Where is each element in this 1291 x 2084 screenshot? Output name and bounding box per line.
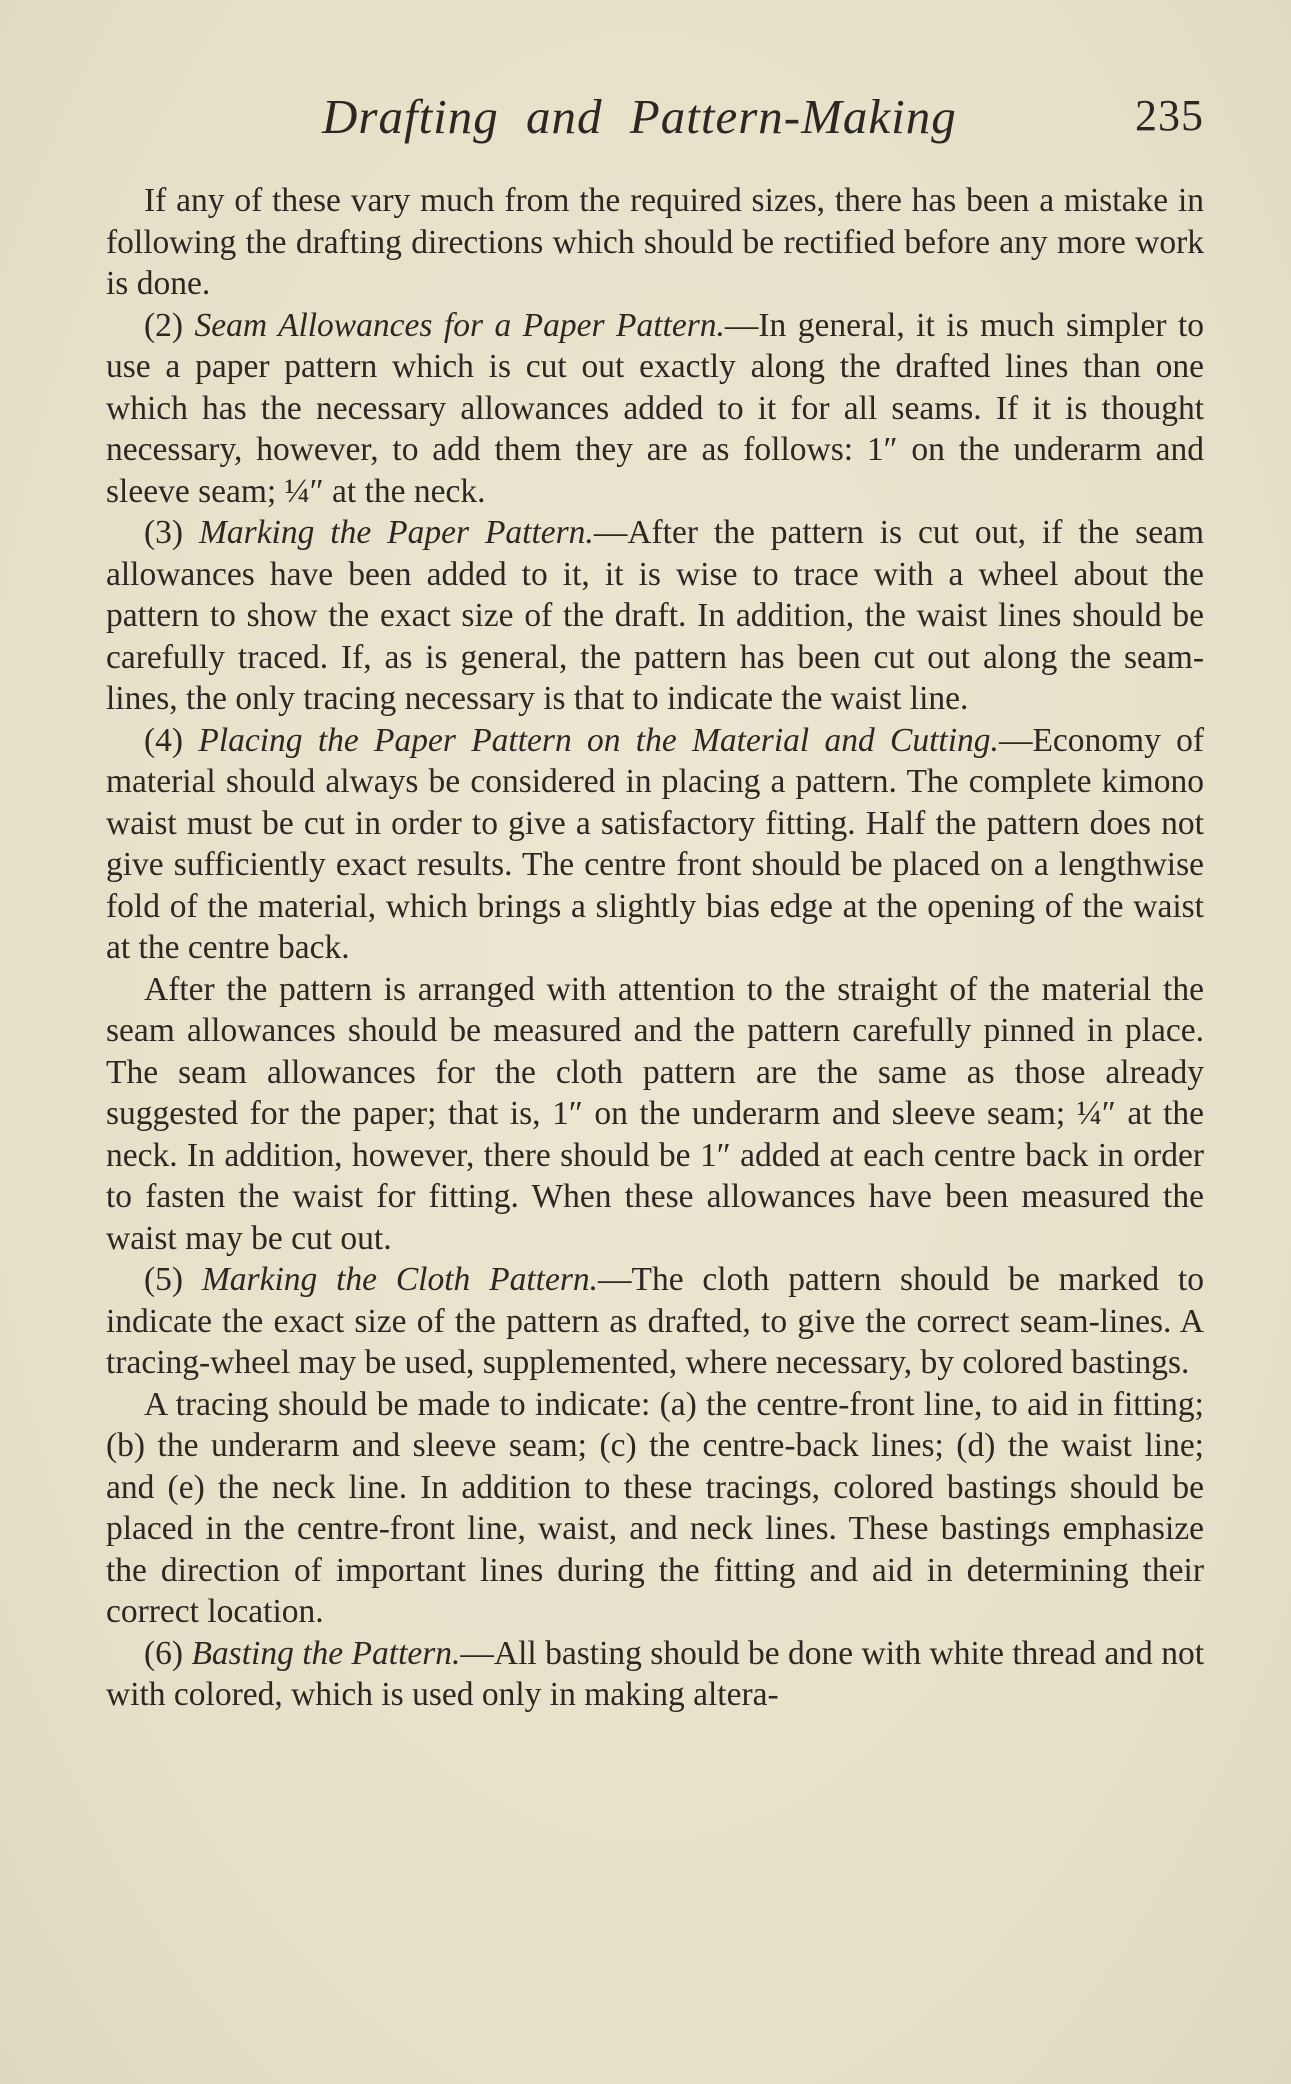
section-number: (3)	[144, 514, 184, 551]
paragraph-text: After the pattern is arranged with attention to the straight of the material the seam allowances should be measured and the pattern carefully pinned in place. The seam allowances for the cloth pattern are the same as those already suggested for the paper; that is, 1″ on the underarm and sleeve seam; ¼″ at the neck. In addition, however, there should be 1″ added at each centre back in order to fasten the waist for fitting. When these allowances have been measured the waist may be cut out.	[106, 970, 1204, 1257]
section-number: (5)	[144, 1261, 184, 1298]
paragraph-text: —After the pattern is cut out, if the seam allowances have been added to it, it is wise to trace with a wheel about the pattern to show the exact size of the draft. In addition, the waist lines should be carefully traced. If, as is general, the pattern has been cut out along the seam-lines, the only tracing necessary is that to indicate the waist line.	[106, 514, 1205, 717]
section-heading: Basting the Pattern.	[191, 1634, 461, 1672]
section-number: (6)	[144, 1634, 184, 1672]
paragraph-text: —In general, it is much simpler to use a paper pattern which is cut out exactly along the drafted lines than one which has the necessary allowances added to it for all seams. If it is thought necessary, however, to add them they are as follows: 1″ on the underarm and sleeve seam; ¼″ at the neck.	[106, 306, 1205, 510]
paragraph-text: A tracing should be made to indicate: (a) the centre-front line, to aid in fitting; (b) the underarm and sleeve seam; (c) the centre-back lines; (d) the waist line; and (e) the neck line. In addition to these tracings, colored bastings should be placed in the centre-front line, waist, and neck lines. These bastings emphasize the direction of important lines during the fitting and aid in determining their correct location.	[106, 1385, 1204, 1630]
body-text	[106, 180, 1204, 1716]
section-heading: Seam Allowances for a Paper Pattern.	[194, 306, 725, 344]
section-heading: Marking the Cloth Pattern.	[201, 1261, 598, 1298]
paragraph-tracing-lines	[106, 1384, 1204, 1633]
paragraph-text: If any of these vary much from the required sizes, there has been a mistake in following the drafting directions which should be rectified before any more work is done.	[106, 182, 1204, 302]
paragraph-text: —Economy of material should always be considered in placing a pattern. The complete kimono waist must be cut in order to give a satisfactory fitting. Half the pattern does not give sufficiently exact results. The centre front should be placed on a lengthwise fold of the material, which brings a slightly bias edge at the opening of the waist at the centre back.	[106, 721, 1205, 966]
section-number: (4)	[144, 721, 184, 759]
paragraph-text: —The cloth pattern should be marked to indicate the exact size of the pattern as drafted, to give the correct seam-lines. A tracing-wheel may be used, supplemented, where necessary, by colored bastings.	[106, 1261, 1204, 1381]
paragraph-marking-cloth-pattern	[106, 1259, 1204, 1384]
running-title: Drafting and Pattern-Making	[322, 89, 957, 144]
paragraph-text: —All basting should be done with white thread and not with colored, which is used only in making altera-	[106, 1634, 1205, 1713]
paragraph-seam-allowances-cloth	[106, 969, 1204, 1260]
paragraph-seam-allowances	[106, 305, 1204, 513]
section-heading: Marking the Paper Pattern.	[199, 514, 594, 551]
page-number: 235	[1135, 91, 1204, 140]
paragraph-basting-pattern	[106, 1633, 1204, 1716]
section-number: (2)	[144, 306, 184, 344]
page-header	[106, 88, 1204, 148]
paragraph-intro	[106, 180, 1204, 305]
paragraph-placing-pattern	[106, 720, 1204, 969]
paragraph-marking-paper-pattern	[106, 512, 1204, 720]
section-heading: Placing the Paper Pattern on the Material and Cutting.	[198, 721, 999, 759]
